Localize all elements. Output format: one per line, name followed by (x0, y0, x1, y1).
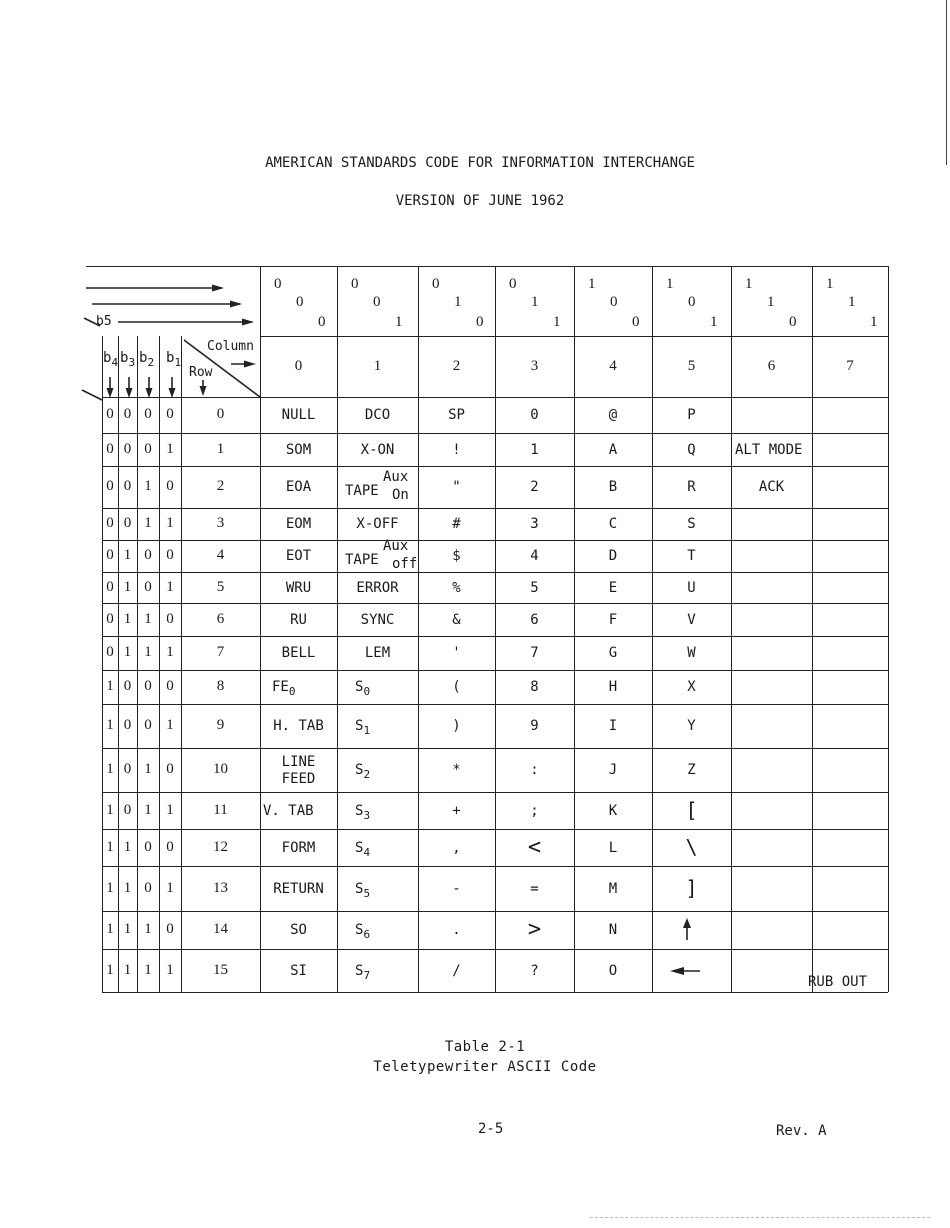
cell-row0-col4: @ (608, 407, 618, 423)
row13-bit-1: 1 (166, 879, 174, 896)
row10-bit-4: 1 (106, 761, 114, 777)
column-5-b6: 0 (688, 294, 696, 310)
row10-bit-1: 0 (166, 761, 174, 777)
b5-label: b5 (96, 314, 112, 329)
cell-row1-col2: ! (452, 441, 461, 458)
row2-bit-1: 0 (166, 478, 174, 494)
row-arrow-head (200, 386, 207, 396)
column-1-b5: 1 (395, 314, 403, 330)
row-number-11: 11 (213, 801, 228, 818)
column-number-6: 6 (767, 358, 776, 374)
cell-row8-col1: $S_0$ (355, 679, 371, 698)
row9-bit-4: 1 (106, 717, 114, 733)
cell-row5-col1: ERROR (356, 579, 399, 596)
row10-bit-3: 0 (123, 761, 132, 777)
cell-row5-col3: 5 (530, 579, 539, 596)
row7-bit-2: 1 (144, 644, 152, 660)
cell-row13-col2: - (452, 880, 461, 897)
cell-row0-col1: DCO (364, 407, 391, 423)
cell-row12-col3: < (527, 834, 542, 860)
row1-bit-2: 0 (144, 440, 152, 457)
row9-bit-1: 1 (166, 717, 174, 733)
row7-bit-4: 0 (106, 644, 114, 660)
row-number-10: 10 (213, 761, 228, 777)
cell-row5-col5: U (687, 579, 696, 596)
cell-row0-col3: 0 (530, 407, 539, 423)
row-number-8: 8 (216, 678, 225, 694)
b5-arrow-head (242, 319, 254, 326)
page-number: 2-5 (478, 1121, 504, 1137)
row10-bit-2: 1 (144, 761, 152, 777)
row8-bit-1: 0 (166, 678, 174, 694)
row14-bit-4: 1 (106, 921, 114, 937)
cell-row3-col0: EOM (285, 516, 312, 532)
cell-row10-col5: Z (687, 762, 696, 778)
cell-row11-col1: $S_3$ (355, 802, 371, 822)
cell-row4-col1-aux: Aux (383, 538, 409, 554)
column-6-b5: 0 (789, 314, 797, 330)
document-title: AMERICAN STANDARDS CODE FOR INFORMATION INTERCHANGE (265, 155, 695, 171)
cell-row5-col0: WRU (285, 579, 312, 596)
row6-bit-4: 0 (106, 610, 114, 627)
cell-row10-col4: J (608, 762, 618, 778)
column-1-b6: 0 (373, 294, 381, 310)
column-number-2: 2 (452, 358, 461, 374)
row-number-6: 6 (216, 610, 225, 627)
row15-bit-1: 1 (166, 961, 174, 978)
row6-bit-1: 0 (166, 610, 174, 627)
row4-bit-1: 0 (166, 547, 174, 563)
column-5-b7: 1 (666, 276, 674, 292)
column-4-b6: 0 (610, 294, 618, 310)
row8-bit-2: 0 (144, 678, 152, 694)
column-4-b5: 0 (632, 314, 640, 330)
footer-rule (590, 1217, 930, 1218)
revision-label: Rev. A (776, 1123, 827, 1139)
cell-row9-col5: Y (687, 718, 696, 734)
cell-row6-col5: V (687, 611, 696, 628)
row-number-9: 9 (216, 717, 225, 733)
b4-side-mark (82, 390, 102, 400)
row0-bit-4: 0 (106, 406, 114, 422)
column-number-4: 4 (609, 358, 617, 374)
cell-row3-col4: C (608, 516, 618, 532)
cell-row1-col0: SOM (285, 441, 312, 458)
b7-arrow-head (212, 285, 224, 292)
cell-row0-col0: NULL (281, 407, 316, 423)
row8-bit-4: 1 (106, 678, 114, 694)
row4-bit-2: 0 (144, 547, 152, 563)
cell-row12-col4: L (608, 839, 618, 856)
b6-arrow-head (230, 301, 242, 308)
cell-row7-col4: G (608, 645, 618, 661)
cell-row7-col0: BELL (281, 645, 316, 661)
cell-row4-col1-state: off (392, 556, 418, 572)
row5-bit-3: 1 (123, 578, 132, 595)
column-3-b5: 1 (553, 314, 561, 330)
cell-row2-col6: ACK (758, 479, 785, 495)
row-number-3: 3 (216, 515, 225, 531)
row0-bit-3: 0 (123, 406, 132, 422)
row11-bit-4: 1 (106, 801, 114, 818)
up-arrow-icon (683, 918, 691, 928)
cell-row1-col6: ALT MODE (735, 441, 803, 458)
row12-bit-3: 1 (123, 838, 132, 855)
cell-row2-col1-state: On (392, 487, 409, 503)
row7-bit-3: 1 (123, 644, 132, 660)
row-number-4: 4 (216, 547, 225, 563)
column-header-label: Column (207, 339, 254, 354)
row2-bit-3: 0 (123, 478, 132, 494)
cell-row3-col5: S (687, 516, 696, 532)
cell-row2-col1-aux: Aux (383, 469, 409, 485)
row4-bit-3: 1 (123, 547, 132, 563)
column-number-3: 3 (530, 358, 539, 374)
row0-bit-1: 0 (166, 406, 174, 422)
cell-row11-col0: V. TAB (263, 802, 314, 819)
cell-row11-col3: ; (530, 802, 539, 819)
cell-row14-col1: $S_6$ (355, 922, 371, 941)
row-number-13: 13 (213, 879, 228, 896)
column-0-b5: 0 (318, 314, 326, 330)
cell-row9-col3: 9 (530, 718, 539, 734)
column-6-b6: 1 (767, 294, 775, 310)
row15-bit-4: 1 (106, 961, 114, 978)
cell-row14-col4: N (608, 922, 618, 938)
bit-label-b2: $b_2$ (139, 350, 155, 369)
row2-bit-4: 0 (106, 478, 114, 494)
cell-row1-col1: X-ON (360, 441, 395, 458)
cell-row11-col5: [ (685, 797, 698, 822)
row12-bit-1: 0 (166, 838, 174, 855)
cell-row15-col1: $S_7$ (355, 962, 371, 982)
cell-row6-col3: 6 (530, 611, 539, 628)
document-subtitle: VERSION OF JUNE 1962 (395, 193, 565, 209)
row11-bit-1: 1 (166, 801, 174, 818)
cell-row8-col3: 8 (530, 679, 539, 695)
row12-bit-4: 1 (106, 838, 114, 855)
cell-row6-col1: SYNC (360, 611, 395, 628)
cell-row10-col0-line2: FEED (281, 771, 316, 787)
column-5-b5: 1 (710, 314, 718, 330)
cell-row4-col5: T (687, 548, 696, 564)
cell-row9-col4: I (608, 718, 618, 734)
row3-bit-2: 1 (144, 515, 152, 531)
cell-row4-col4: D (608, 548, 618, 564)
row3-bit-3: 0 (123, 515, 132, 531)
cell-row15-col0: SI (290, 962, 307, 979)
row15-bit-3: 1 (123, 961, 132, 978)
cell-row0-col2: SP (448, 407, 465, 423)
row4-bit-4: 0 (106, 547, 114, 563)
cell-row7-col1: LEM (364, 645, 391, 661)
row11-bit-3: 0 (123, 801, 132, 818)
row2-bit-2: 1 (144, 478, 152, 494)
row-number-5: 5 (216, 578, 225, 595)
row-header-label: Row (189, 365, 213, 380)
cell-row0-col5: P (687, 407, 696, 423)
row8-bit-3: 0 (123, 678, 132, 694)
cell-row4-col1-tape: TAPE (345, 552, 379, 568)
cell-row2-col5: R (687, 479, 696, 495)
row11-bit-2: 1 (144, 801, 152, 818)
column-number-0: 0 (294, 358, 303, 374)
row14-bit-3: 1 (123, 921, 132, 937)
cell-row10-col0-line1: LINE (281, 754, 316, 770)
column-7-b6: 1 (848, 294, 856, 310)
column-number-5: 5 (687, 358, 696, 374)
cell-row11-col2: + (452, 802, 461, 819)
row1-bit-4: 0 (106, 440, 114, 457)
cell-row10-col3: : (530, 762, 539, 778)
cell-row15-col3: ? (530, 962, 539, 979)
row-number-15: 15 (213, 961, 228, 978)
cell-row15-col4: O (608, 962, 618, 979)
cell-row12-col0: FORM (281, 839, 316, 856)
cell-row1-col5: Q (687, 441, 696, 458)
cell-row5-col4: E (608, 579, 618, 596)
table-caption-title: Teletypewriter ASCII Code (373, 1059, 597, 1075)
cell-row6-col0: RU (290, 611, 307, 628)
cell-row9-col2: ) (452, 718, 461, 734)
column-2-b5: 0 (476, 314, 484, 330)
cell-row2-col4: B (608, 479, 618, 495)
row14-bit-1: 0 (166, 921, 174, 937)
row-number-2: 2 (216, 478, 225, 494)
column-1-b7: 0 (351, 276, 359, 292)
row1-bit-3: 0 (123, 440, 132, 457)
cell-row4-col0: EOT (285, 548, 312, 564)
cell-row8-col0: $FE_0$ (272, 679, 296, 698)
cell-row15-col2: / (452, 962, 461, 979)
row7-bit-1: 1 (166, 644, 174, 660)
row3-bit-4: 0 (106, 515, 114, 531)
cell-row8-col4: H (608, 679, 618, 695)
cell-row5-col2: % (452, 579, 461, 596)
cell-row13-col0: RETURN (273, 880, 324, 897)
cell-row13-col3: = (530, 880, 539, 897)
cell-row6-col2: & (452, 611, 461, 628)
cell-row14-col2: . (452, 922, 461, 938)
row5-bit-1: 1 (166, 578, 174, 595)
bit-arrow-head-3 (146, 388, 153, 398)
column-number-1: 1 (373, 358, 382, 374)
row6-bit-2: 1 (144, 610, 152, 627)
cell-row11-col4: K (608, 802, 618, 819)
cell-row14-col0: SO (290, 922, 307, 938)
row0-bit-2: 0 (144, 406, 152, 422)
column-0-b6: 0 (296, 294, 304, 310)
row9-bit-2: 0 (144, 717, 152, 733)
row-number-12: 12 (213, 838, 228, 855)
cell-row7-col2: ' (452, 645, 461, 661)
cell-row1-col4: A (608, 441, 618, 458)
row15-bit-2: 1 (144, 961, 152, 978)
cell-row9-col1: $S_1$ (355, 718, 371, 737)
row12-bit-2: 0 (144, 838, 152, 855)
cell-row2-col0: EOA (285, 479, 312, 495)
cell-row13-col1: $S_5$ (355, 880, 371, 900)
cell-row12-col2: , (452, 839, 461, 856)
cell-row6-col4: F (608, 611, 618, 628)
cell-row1-col3: 1 (530, 441, 539, 458)
row13-bit-2: 0 (144, 879, 152, 896)
row13-bit-4: 1 (106, 879, 114, 896)
cell-row13-col5: ] (685, 875, 698, 900)
column-7-b7: 1 (826, 276, 834, 292)
cell-row13-col4: M (608, 880, 618, 897)
bit-label-b3: $b_3$ (120, 350, 136, 369)
column-0-b7: 0 (274, 276, 282, 292)
cell-row8-col2: ( (452, 679, 461, 695)
row-number-14: 14 (213, 921, 228, 937)
cell-row7-col3: 7 (530, 645, 539, 661)
cell-row10-col2: * (452, 762, 461, 778)
column-7-b5: 1 (870, 314, 878, 330)
cell-row12-col5: \ (685, 834, 698, 859)
row9-bit-3: 0 (123, 717, 132, 733)
cell-row8-col5: X (687, 679, 696, 695)
column-3-b7: 0 (509, 276, 517, 292)
column-2-b6: 1 (454, 294, 462, 310)
row5-bit-2: 0 (144, 578, 152, 595)
row5-bit-4: 0 (106, 578, 114, 595)
row1-bit-1: 1 (166, 440, 174, 457)
row-number-1: 1 (216, 440, 225, 457)
column-3-b6: 1 (531, 294, 539, 310)
cell-row12-col1: $S_4$ (355, 839, 371, 859)
row-number-7: 7 (216, 644, 225, 660)
row6-bit-3: 1 (123, 610, 132, 627)
column-4-b7: 1 (588, 276, 596, 292)
cell-row2-col2: " (452, 479, 461, 495)
cell-row15-col7: RUB OUT (808, 974, 868, 990)
bit-arrow-head-1 (107, 388, 114, 398)
cell-row7-col5: W (687, 645, 696, 661)
row13-bit-3: 1 (123, 879, 132, 896)
bit-label-b1: $b_1$ (166, 350, 182, 369)
row14-bit-2: 1 (144, 921, 152, 937)
column-number-7: 7 (846, 358, 854, 374)
cell-row3-col3: 3 (530, 516, 539, 532)
row3-bit-1: 1 (166, 515, 174, 531)
cell-row3-col2: # (452, 516, 461, 532)
column-6-b7: 1 (745, 276, 753, 292)
cell-row4-col3: 4 (530, 548, 539, 564)
row-number-0: 0 (216, 406, 225, 422)
cell-row14-col3: > (527, 917, 542, 942)
cell-row2-col3: 2 (530, 479, 539, 495)
bit-arrow-head-4 (169, 388, 176, 398)
table-caption-number: Table 2-1 (444, 1039, 526, 1055)
cell-row3-col1: X-OFF (356, 516, 399, 532)
cell-row9-col0: H. TAB (273, 718, 324, 734)
cell-row4-col2: $ (452, 548, 461, 564)
bit-label-b4: $b_4$ (103, 350, 119, 369)
column-2-b7: 0 (432, 276, 440, 292)
cell-row2-col1-tape: TAPE (345, 483, 379, 499)
bit-arrow-head-2 (126, 388, 133, 398)
cell-row10-col1: $S_2$ (355, 762, 371, 781)
